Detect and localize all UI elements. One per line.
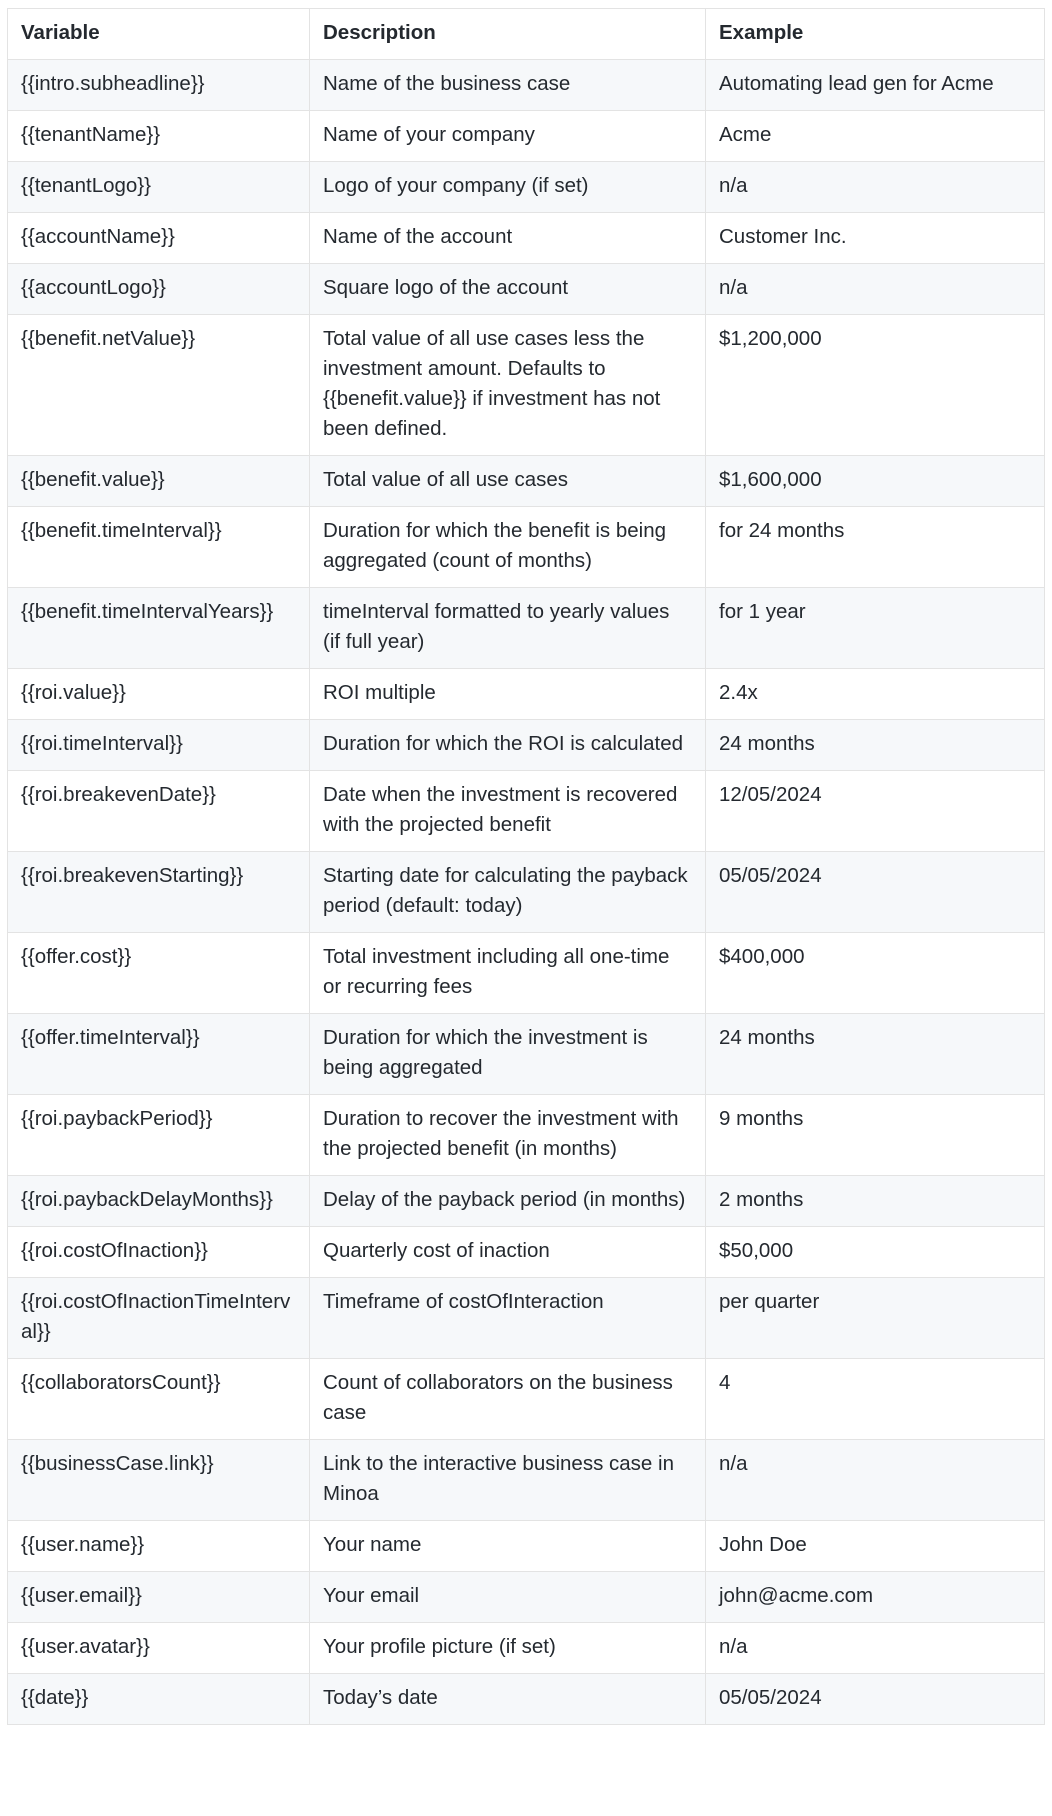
table-row: [8, 111, 1045, 162]
cell-variable: {{businessCase.link}}: [8, 1440, 310, 1521]
cell-variable: {{intro.subheadline}}: [8, 60, 310, 111]
table-row: [8, 1227, 1045, 1278]
table-row: [8, 507, 1045, 588]
table-row: [8, 264, 1045, 315]
cell-variable: {{roi.timeInterval}}: [8, 720, 310, 771]
table-row: [8, 162, 1045, 213]
cell-description: Starting date for calculating the payback period (default: today): [310, 852, 706, 933]
header-row: [8, 9, 1045, 60]
cell-example: Acme: [706, 111, 1045, 162]
cell-description: Total value of all use cases less the investment amount. Defaults to {{benefit.value}} if investment has not been defined.: [310, 315, 706, 456]
variables-table: [7, 8, 1045, 1725]
cell-variable: {{user.avatar}}: [8, 1623, 310, 1674]
table-row: [8, 669, 1045, 720]
cell-variable: {{offer.timeInterval}}: [8, 1014, 310, 1095]
cell-variable: {{date}}: [8, 1674, 310, 1725]
table-row: [8, 1623, 1045, 1674]
table-row: [8, 852, 1045, 933]
table-row: [8, 1014, 1045, 1095]
cell-description: Your email: [310, 1572, 706, 1623]
cell-description: timeInterval formatted to yearly values (if full year): [310, 588, 706, 669]
cell-variable: {{collaboratorsCount}}: [8, 1359, 310, 1440]
table-row: [8, 771, 1045, 852]
cell-variable: {{benefit.timeIntervalYears}}: [8, 588, 310, 669]
cell-description: Link to the interactive business case in Minoa: [310, 1440, 706, 1521]
table-row: [8, 1572, 1045, 1623]
cell-variable: {{roi.breakevenStarting}}: [8, 852, 310, 933]
cell-example: 24 months: [706, 720, 1045, 771]
table-row: [8, 213, 1045, 264]
cell-variable: {{benefit.netValue}}: [8, 315, 310, 456]
cell-example: Automating lead gen for Acme: [706, 60, 1045, 111]
cell-variable: {{roi.costOfInaction}}: [8, 1227, 310, 1278]
table-row: [8, 1674, 1045, 1725]
cell-description: ROI multiple: [310, 669, 706, 720]
cell-description: Name of your company: [310, 111, 706, 162]
table-row: [8, 1278, 1045, 1359]
table-body: [8, 60, 1045, 1725]
table-header: [8, 9, 1045, 60]
cell-example: n/a: [706, 264, 1045, 315]
cell-example: John Doe: [706, 1521, 1045, 1572]
cell-description: Date when the investment is recovered with the projected benefit: [310, 771, 706, 852]
table-row: [8, 933, 1045, 1014]
cell-example: 4: [706, 1359, 1045, 1440]
cell-variable: {{benefit.timeInterval}}: [8, 507, 310, 588]
cell-example: n/a: [706, 1623, 1045, 1674]
cell-example: $1,600,000: [706, 456, 1045, 507]
cell-description: Name of the account: [310, 213, 706, 264]
table-row: [8, 456, 1045, 507]
cell-example: 24 months: [706, 1014, 1045, 1095]
header-variable: Variable: [8, 9, 310, 60]
cell-example: for 1 year: [706, 588, 1045, 669]
cell-variable: {{roi.breakevenDate}}: [8, 771, 310, 852]
cell-example: $50,000: [706, 1227, 1045, 1278]
table-row: [8, 315, 1045, 456]
cell-example: 9 months: [706, 1095, 1045, 1176]
cell-description: Square logo of the account: [310, 264, 706, 315]
table-row: [8, 1521, 1045, 1572]
cell-variable: {{accountName}}: [8, 213, 310, 264]
cell-example: 2 months: [706, 1176, 1045, 1227]
cell-variable: {{accountLogo}}: [8, 264, 310, 315]
table-row: [8, 1176, 1045, 1227]
cell-description: Total value of all use cases: [310, 456, 706, 507]
header-example: Example: [706, 9, 1045, 60]
cell-description: Today’s date: [310, 1674, 706, 1725]
cell-variable: {{roi.paybackPeriod}}: [8, 1095, 310, 1176]
cell-example: 05/05/2024: [706, 852, 1045, 933]
cell-example: n/a: [706, 162, 1045, 213]
cell-description: Timeframe of costOfInteraction: [310, 1278, 706, 1359]
cell-variable: {{user.email}}: [8, 1572, 310, 1623]
cell-example: Customer Inc.: [706, 213, 1045, 264]
cell-variable: {{roi.value}}: [8, 669, 310, 720]
table-row: [8, 720, 1045, 771]
cell-description: Count of collaborators on the business case: [310, 1359, 706, 1440]
table-row: [8, 60, 1045, 111]
cell-variable: {{roi.costOfInactionTimeInterval}}: [8, 1278, 310, 1359]
header-description: Description: [310, 9, 706, 60]
cell-example: for 24 months: [706, 507, 1045, 588]
table-row: [8, 588, 1045, 669]
cell-example: $400,000: [706, 933, 1045, 1014]
cell-example: 2.4x: [706, 669, 1045, 720]
cell-example: n/a: [706, 1440, 1045, 1521]
cell-variable: {{user.name}}: [8, 1521, 310, 1572]
cell-description: Quarterly cost of inaction: [310, 1227, 706, 1278]
cell-description: Duration for which the ROI is calculated: [310, 720, 706, 771]
table-row: [8, 1359, 1045, 1440]
cell-variable: {{benefit.value}}: [8, 456, 310, 507]
cell-example: john@acme.com: [706, 1572, 1045, 1623]
cell-description: Total investment including all one-time or recurring fees: [310, 933, 706, 1014]
cell-description: Duration to recover the investment with the projected benefit (in months): [310, 1095, 706, 1176]
cell-variable: {{tenantLogo}}: [8, 162, 310, 213]
cell-example: per quarter: [706, 1278, 1045, 1359]
cell-description: Delay of the payback period (in months): [310, 1176, 706, 1227]
cell-example: $1,200,000: [706, 315, 1045, 456]
cell-description: Your name: [310, 1521, 706, 1572]
cell-variable: {{tenantName}}: [8, 111, 310, 162]
cell-description: Logo of your company (if set): [310, 162, 706, 213]
cell-description: Name of the business case: [310, 60, 706, 111]
table-row: [8, 1440, 1045, 1521]
cell-description: Your profile picture (if set): [310, 1623, 706, 1674]
variables-table-container: [7, 8, 1044, 1725]
cell-variable: {{roi.paybackDelayMonths}}: [8, 1176, 310, 1227]
cell-description: Duration for which the benefit is being aggregated (count of months): [310, 507, 706, 588]
cell-example: 12/05/2024: [706, 771, 1045, 852]
cell-example: 05/05/2024: [706, 1674, 1045, 1725]
cell-description: Duration for which the investment is being aggregated: [310, 1014, 706, 1095]
table-row: [8, 1095, 1045, 1176]
cell-variable: {{offer.cost}}: [8, 933, 310, 1014]
